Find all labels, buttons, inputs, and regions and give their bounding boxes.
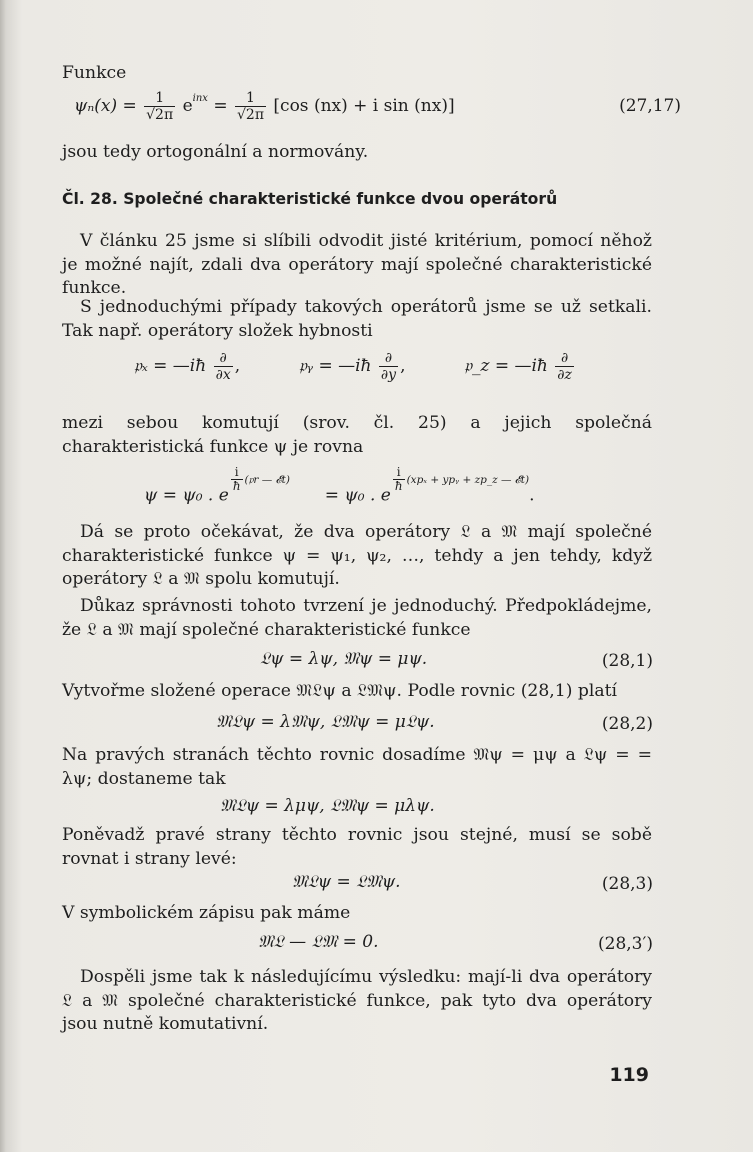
frac-den: ∂x: [215, 367, 231, 383]
exp-text: (𝔭r — 𝓔t): [244, 473, 290, 486]
equation-number-28-2: (28,2): [601, 714, 653, 734]
eq-d-dx: [214, 350, 233, 383]
exp-text: (xpₓ + ypᵧ + zp_z — 𝓔t): [406, 473, 530, 486]
frac-num: ∂: [379, 350, 398, 367]
equation-28-2: 𝔐𝔏ψ = λ𝔐ψ, 𝔏𝔐ψ = μ𝔏ψ.: [216, 712, 435, 732]
frac-num: 1: [235, 90, 266, 107]
eq-e: e: [182, 96, 193, 116]
section-heading: Čl. 28. Společné charakteristické funkce dvou operátorů: [62, 190, 558, 208]
frac-num: 1: [144, 90, 175, 107]
eq-pz: 𝔭_z = —iħ: [464, 356, 548, 376]
eq-py: 𝔭ᵧ = —iħ: [298, 356, 372, 376]
paragraph-6: Vytvořme složené operace 𝔐𝔏ψ a 𝔏𝔐ψ. Podle rovnic (28,1) platí: [62, 681, 618, 701]
equation-28-3-prime: 𝔐𝔏 — 𝔏𝔐 = 0.: [258, 932, 379, 952]
frac-den: ∂z: [557, 367, 572, 383]
comma: ,: [234, 356, 241, 376]
comma: ,: [400, 356, 406, 376]
paragraph-10: Dospěli jsme tak k následujícímu výsledku: mají-li dva operátory 𝔏 a 𝔐 společné charakteristické funkce, pak tyto dva operátory jsou nutně komutativní.: [62, 967, 652, 1034]
paragraph-3: mezi sebou komutují (srov. čl. 25) a jejich společná charakteristická funkce ψ je rovna: [62, 413, 652, 457]
equation-28-1: 𝔏ψ = λψ, 𝔐ψ = μψ.: [260, 649, 428, 669]
eq-fraction-1: [144, 90, 175, 123]
eq-exponent: inx: [192, 93, 208, 104]
text-ortogonalni: jsou tedy ortogonální a normovány.: [62, 142, 369, 162]
paragraph-1: V článku 25 jsme si slíbili odvodit jisté kritérium, pomocí něhož je možné najít, zdali dva operátory mají společné charakteristické funkce.: [62, 231, 652, 298]
text-funkce: Funkce: [62, 63, 127, 83]
eq-d-dy: [379, 350, 398, 383]
eq-psi-mid: = ψ₀ . e: [324, 485, 391, 506]
paragraph-8: Poněvadž pravé strany těchto rovnic jsou stejné, musí se sobě rovnat i strany levé:: [62, 825, 652, 869]
psi-equation: [144, 466, 535, 506]
paragraph-2: S jednoduchými případy takových operátorů jsme se už setkali. Tak např. operátory složek hybnosti: [62, 297, 652, 341]
eq-psi-n: ψₙ(x) =: [74, 96, 137, 116]
i-over-hbar: [231, 466, 243, 493]
eq-equals: =: [213, 96, 228, 116]
equation-number-28-3-prime: (28,3′): [598, 934, 653, 954]
frac-num: i: [231, 466, 243, 480]
equation-number-28-3: (28,3): [601, 874, 653, 894]
paragraph-7: Na pravých stranách těchto rovnic dosadíme 𝔐ψ = μψ a 𝔏ψ = = λψ; dostaneme tak: [62, 745, 652, 789]
frac-num: ∂: [214, 350, 233, 367]
equation-number-28-1: (28,1): [601, 651, 653, 671]
paragraph-9: V symbolickém zápisu pak máme: [62, 903, 351, 923]
eq-fraction-2: [235, 90, 266, 123]
frac-den: √2π: [146, 107, 174, 123]
eq-psi-left: ψ = ψ₀ . e: [144, 485, 229, 506]
frac-num: ∂: [555, 350, 574, 367]
eq-cos-sin: [cos (nx) + i sin (nx)]: [273, 96, 455, 116]
equation-28-3: 𝔐𝔏ψ = 𝔏𝔐ψ.: [292, 872, 401, 892]
eq-psi-exponent-1: [229, 465, 290, 493]
frac-den: √2π: [236, 107, 265, 123]
eq-px: 𝔭ₓ = —iħ: [134, 356, 207, 376]
frac-den: ∂y: [380, 367, 397, 383]
equation-27-17: [74, 90, 455, 123]
eq-psi-exponent-2: [391, 465, 530, 493]
i-over-hbar: [393, 466, 405, 493]
eq-d-dz: [555, 350, 574, 383]
equation-substituted: 𝔐𝔏ψ = λμψ, 𝔏𝔐ψ = μλψ.: [220, 796, 435, 816]
frac-den: ħ: [232, 479, 241, 493]
frac-den: ħ: [394, 479, 403, 493]
page-number: 119: [609, 1064, 649, 1086]
momentum-operators: [134, 350, 576, 383]
paragraph-5: Důkaz správnosti tohoto tvrzení je jednoduchý. Předpokládejme, že 𝔏 a 𝔐 mají společné charakteristické funkce: [62, 596, 652, 640]
paragraph-4: Dá se proto očekávat, že dva operátory 𝔏 a 𝔐 mají společné charakteristické funkce ψ = ψ₁, ψ₂, …, tehdy a jen tehdy, když operátory 𝔏 a 𝔐 spolu komutují.: [62, 522, 652, 589]
equation-number-27-17: (27,17): [619, 96, 681, 116]
period: .: [529, 485, 535, 506]
frac-num: i: [393, 466, 405, 480]
